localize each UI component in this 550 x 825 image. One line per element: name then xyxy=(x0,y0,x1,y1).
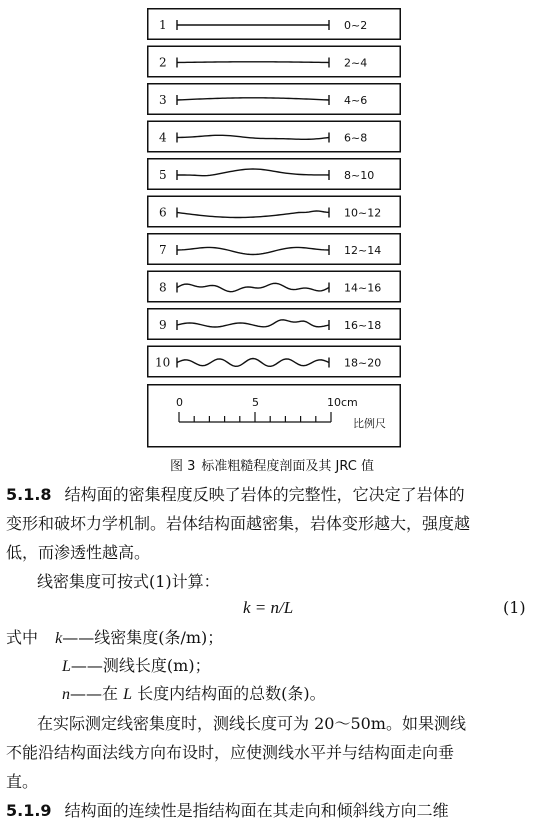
profile-jrc-value: 6~8 xyxy=(344,131,368,145)
profile-number: 1 xyxy=(159,18,167,32)
definition-L-line xyxy=(62,655,211,678)
where-definition-k xyxy=(6,627,223,650)
section-5-1-9-line-1 xyxy=(6,800,449,822)
profile-curve xyxy=(177,135,329,139)
profile-curve xyxy=(177,98,329,100)
profile-number: 6 xyxy=(159,205,167,220)
paragraph-text: 结构面的密集程度反映了岩体的完整性，它决定了岩体的 xyxy=(64,485,465,504)
profile-jrc-value: 2~4 xyxy=(344,56,368,70)
profile-number: 7 xyxy=(159,243,167,257)
scale-label-5: 5 xyxy=(252,396,259,409)
profile-number: 2 xyxy=(159,55,167,70)
caption-text: 标准粗糙程度剖面及其 JRC 值 xyxy=(201,459,374,474)
where-label: 式中 xyxy=(6,628,39,647)
profile-curve xyxy=(177,320,329,327)
paragraph-line: 直。 xyxy=(6,772,39,791)
definition-n-prefix: ——在 xyxy=(70,684,119,703)
profile-jrc-value: 18~20 xyxy=(344,356,382,370)
profile-jrc-value: 12~14 xyxy=(344,244,382,257)
definition-L: ——测线长度(m)； xyxy=(70,656,211,675)
profile-curve xyxy=(177,211,329,217)
profile-curve xyxy=(177,247,329,254)
symbol-L: L xyxy=(62,658,71,675)
profile-jrc-value: 16~18 xyxy=(344,319,382,332)
paragraph-text: 结构面的连续性是指结构面在其走向和倾斜线方向二维 xyxy=(64,801,449,820)
paragraph-line: 在实际测定线密集度时，测线长度可为 20～50m。如果测线 xyxy=(37,714,466,733)
symbol-k: k xyxy=(55,630,63,647)
formula-number: (1) xyxy=(503,598,526,617)
definition-n-line xyxy=(62,683,326,706)
profile-number: 5 xyxy=(159,168,167,182)
jrc-profiles-drawing xyxy=(147,8,401,446)
scale-caption: 比例尺 xyxy=(353,417,386,430)
section-number: 5.1.9 xyxy=(6,801,52,820)
profile-curve xyxy=(177,359,329,367)
profile-number: 4 xyxy=(159,130,167,145)
figure-caption xyxy=(0,455,550,474)
paragraph-line: 不能沿结构面法线方向布设时，应使测线水平并与结构面走向垂 xyxy=(6,743,455,762)
scale-label-0: 0 xyxy=(176,396,183,409)
symbol-L-inline: L xyxy=(123,686,133,703)
section-5-1-8-line-1 xyxy=(6,484,465,506)
profile-jrc-value: 0~2 xyxy=(344,19,368,32)
paragraph-line: 低，而渗透性越高。 xyxy=(6,543,151,562)
profile-jrc-value: 8~10 xyxy=(344,169,375,182)
profile-curve xyxy=(177,62,329,63)
profile-number: 8 xyxy=(159,280,167,295)
paragraph-line: 线密集度可按式(1)计算： xyxy=(37,572,220,591)
profile-curve xyxy=(177,283,329,291)
profile-number: 3 xyxy=(159,93,167,107)
profile-jrc-value: 14~16 xyxy=(344,281,382,295)
scale-box xyxy=(148,385,401,447)
formula: k = n/L xyxy=(243,598,294,617)
profile-jrc-value: 10~12 xyxy=(344,206,382,220)
scale-label-10cm: 10cm xyxy=(327,396,358,409)
section-number: 5.1.8 xyxy=(6,485,52,504)
paragraph-line: 变形和破坏力学机制。岩体结构面越密集，岩体变形越大，强度越 xyxy=(6,514,471,533)
profile-curve xyxy=(177,169,329,176)
jrc-profile-figure xyxy=(147,8,401,446)
profile-number: 10 xyxy=(155,355,171,370)
profile-number: 9 xyxy=(159,318,167,332)
definition-k: ——线密集度(条/m)； xyxy=(62,628,224,647)
caption-number: 图 3 xyxy=(170,459,196,474)
profile-jrc-value: 4~6 xyxy=(344,94,368,107)
definition-n-suffix: 长度内结构面的总数(条)。 xyxy=(137,684,326,703)
symbol-n: n xyxy=(62,686,70,703)
